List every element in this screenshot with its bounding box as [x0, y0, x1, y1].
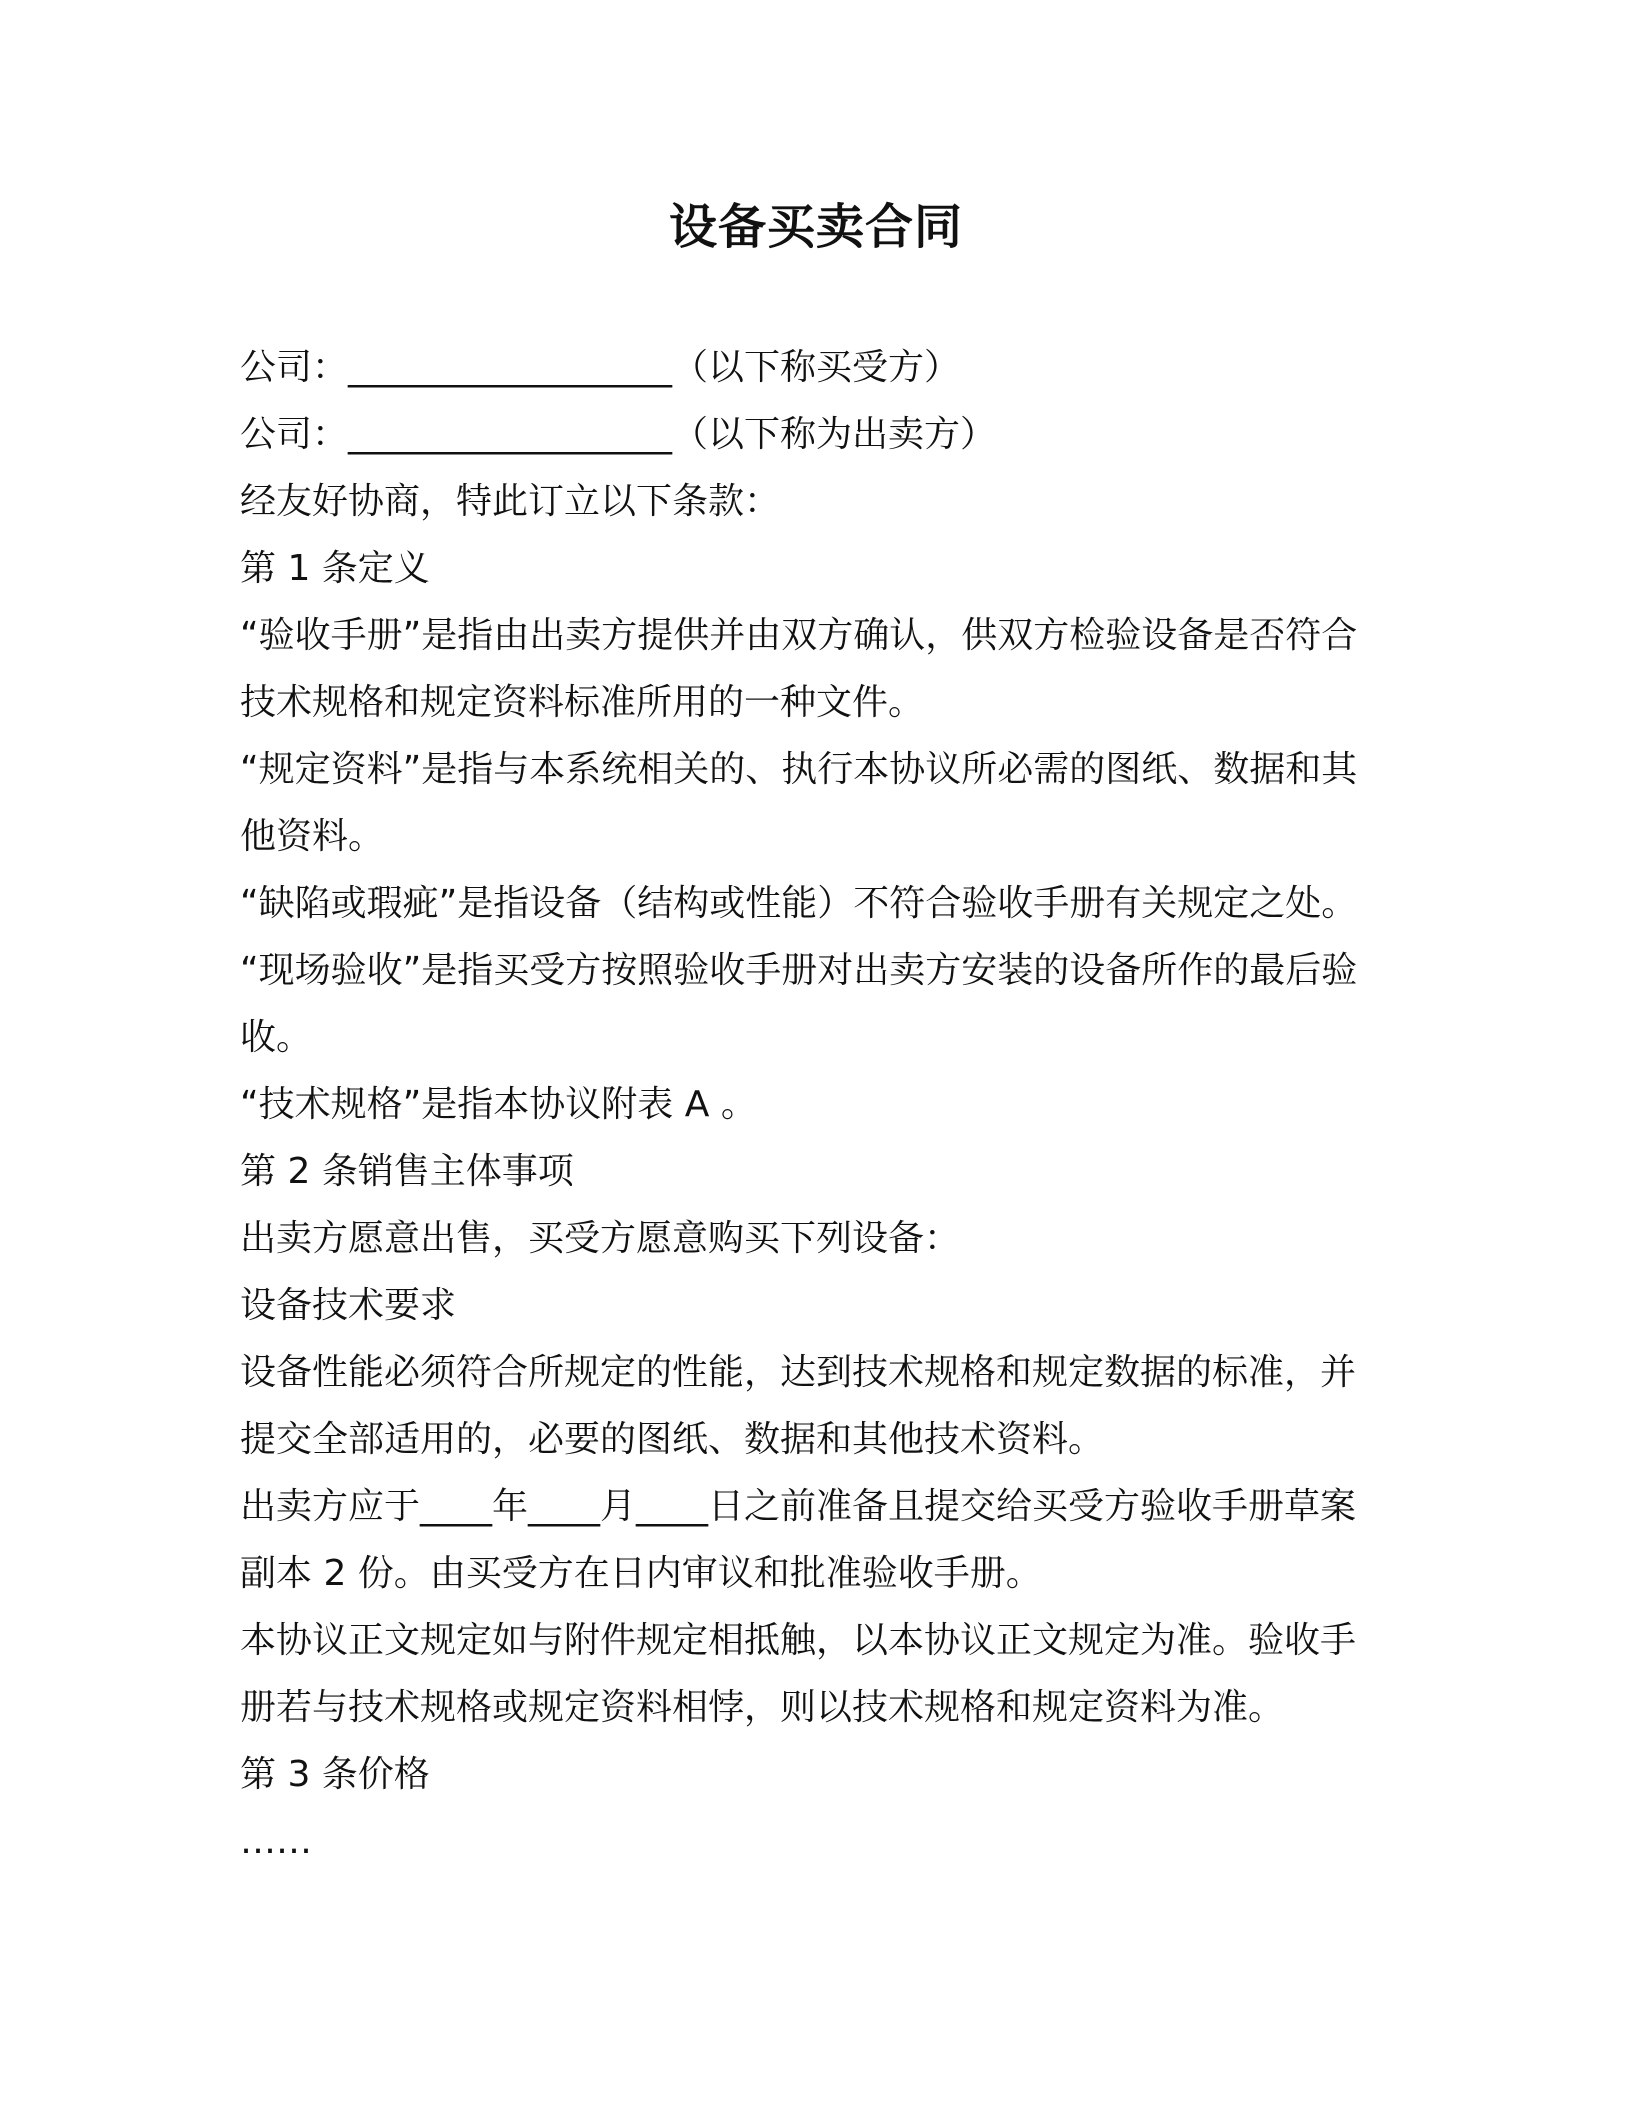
seller-company-line: 公司：__________________（以下称为出卖方） [240, 414, 997, 455]
equipment-requirements-heading: 设备技术要求 [240, 1285, 457, 1326]
definition-acceptance-manual: “验收手册”是指由出卖方提供并由双方确认，供双方检验设备是否符合技术规格和规定资料标准所用的一种文件。 [240, 615, 1358, 723]
acceptance-manual-deadline-paragraph: 出卖方应于____年____月____日之前准备且提交给买受方验收手册草案副本 2 份。由买受方在日内审议和批准验收手册。 [240, 1486, 1357, 1594]
article-2-heading: 第 2 条销售主体事项 [240, 1151, 574, 1192]
equipment-performance-paragraph: 设备性能必须符合所规定的性能，达到技术规格和规定数据的标准，并提交全部适用的，必要的图纸、数据和其他技术资料。 [240, 1352, 1357, 1460]
document-title: 设备买卖合同 [668, 199, 963, 255]
precedence-paragraph: 本协议正文规定如与附件规定相抵触，以本协议正文规定为准。验收手册若与技术规格或规定资料相悖，则以技术规格和规定资料为准。 [240, 1620, 1357, 1728]
article-3-heading: 第 3 条价格 [240, 1754, 430, 1795]
preamble-line: 经友好协商，特此订立以下条款： [240, 481, 781, 522]
ellipsis-line: …… [240, 1821, 312, 1862]
sale-statement: 出卖方愿意出售，买受方愿意购买下列设备： [240, 1218, 961, 1259]
buyer-company-line: 公司：__________________（以下称买受方） [240, 347, 961, 388]
definition-specified-materials: “规定资料”是指与本系统相关的、执行本协议所必需的图纸、数据和其他资料。 [240, 749, 1358, 857]
definition-defects: “缺陷或瑕疵”是指设备（结构或性能）不符合验收手册有关规定之处。 [240, 883, 1358, 924]
article-1-heading: 第 1 条定义 [240, 548, 430, 589]
document-body [240, 334, 1385, 1875]
definition-site-acceptance: “现场验收”是指买受方按照验收手册对出卖方安装的设备所作的最后验收。 [240, 950, 1358, 1058]
definition-technical-specs: “技术规格”是指本协议附表 A 。 [240, 1084, 757, 1125]
